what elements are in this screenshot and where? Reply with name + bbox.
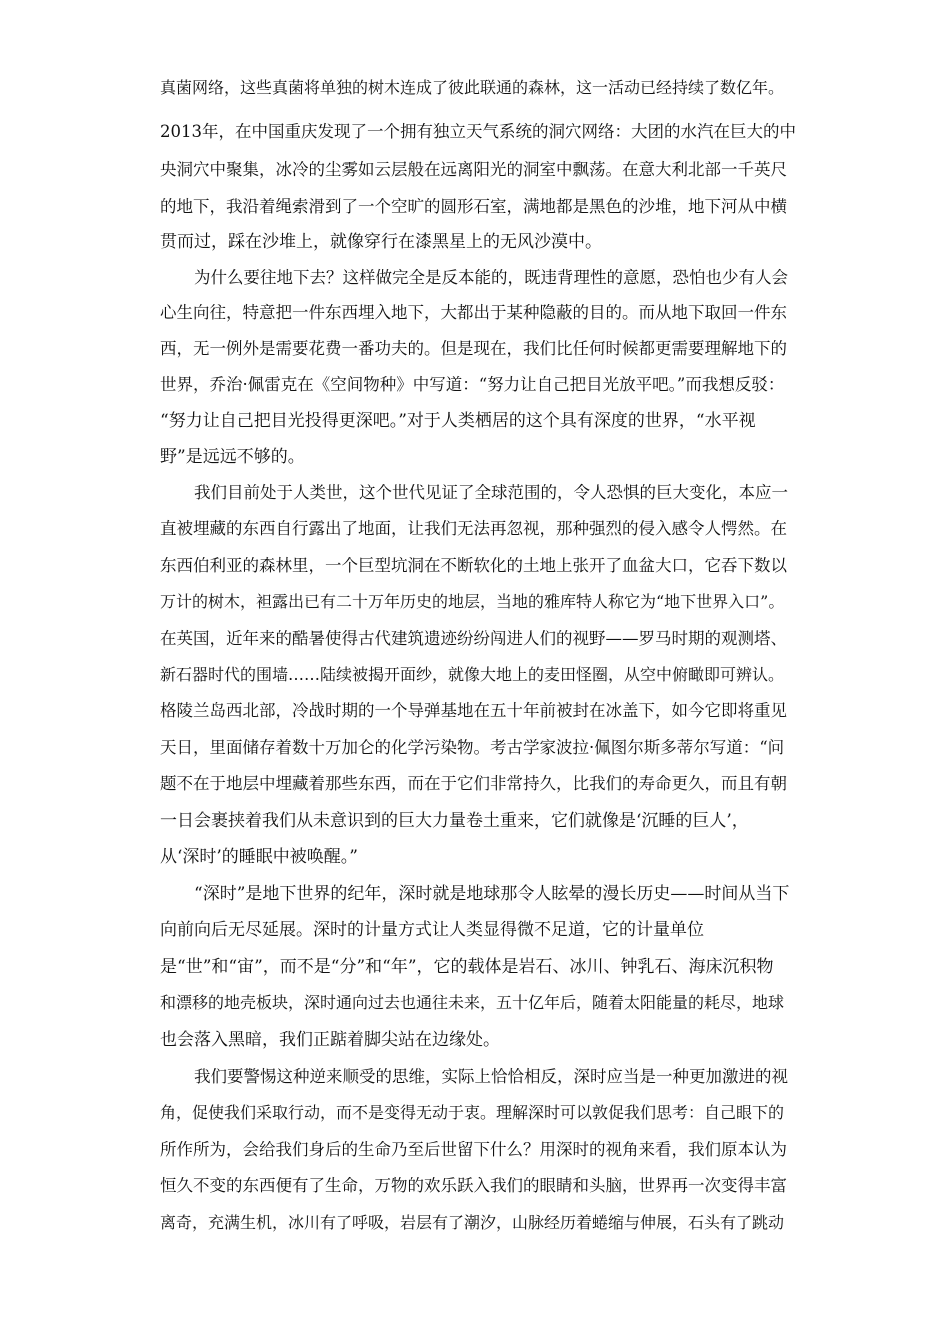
text-line: 真菌网络，这些真菌将单独的树木连成了彼此联通的森林，这一活动已经持续了数亿年。 bbox=[160, 78, 785, 97]
text-line: 所作所为，会给我们身后的生命乃至后世留下什么？用深时的视角来看，我们原本认为 bbox=[160, 1140, 787, 1159]
text-line: 贯而过，踩在沙堆上，就像穿行在漆黑星上的无风沙漠中。 bbox=[160, 232, 602, 252]
text-line: 从‘深时’的睡眠中被唤醒。” bbox=[160, 847, 358, 867]
text-line: 离奇，充满生机，冰川有了呼吸，岩层有了潮汐，山脉经历着蜷缩与伸展，石头有了跳动 bbox=[160, 1213, 785, 1232]
text-line: 是“世”和“宙”，而不是“分”和“年”，它的载体是岩石、冰川、钟乳石、海床沉积物 bbox=[160, 957, 774, 977]
text-line: 向前向后无尽延展。深时的计量方式让人类显得微不足道，它的计量单位 bbox=[160, 920, 704, 940]
text-line: 心生向往，特意把一件东西埋入地下，大都出于某种隐蔽的目的。而从地下取回一件东 bbox=[160, 303, 787, 322]
text-line: 东西伯利亚的森林里，一个巨型坑洞在不断软化的土地上张开了血盆大口，它吞下数以 bbox=[160, 556, 787, 575]
text-line: 的地下，我沿着绳索滑到了一个空旷的圆形石室，满地都是黑色的沙堆，地下河从中横 bbox=[160, 197, 787, 216]
text-line: 西，无一例外是需要花费一番功夫的。但是现在，我们比任何时候都更需要理解地下的 bbox=[160, 339, 787, 358]
paragraph-first-line: 我们目前处于人类世，这个世代见证了全球范围的，令人恐惧的巨大变化，本应一 bbox=[194, 483, 788, 502]
text-line: 角，促使我们采取行动，而不是变得无动于衷。理解深时可以敦促我们思考：自己眼下的 bbox=[160, 1103, 785, 1122]
text-line: 在英国，近年来的酷暑使得古代建筑遗迹纷纷闯进人们的视野——罗马时期的观测塔、 bbox=[160, 629, 787, 648]
text-line: 格陵兰岛西北部，冷战时期的一个导弹基地在五十年前被封在冰盖下，如今它即将重见 bbox=[160, 701, 787, 720]
text-line: 天日，里面储存着数十万加仑的化学污染物。考古学家波拉·佩图尔斯多蒂尔写道：“问 bbox=[160, 738, 785, 757]
text-line: 恒久不变的东西便有了生命，万物的欢乐跃入我们的眼睛和头脑，世界再一次变得丰富 bbox=[160, 1176, 787, 1195]
text-line: 题不在于地层中埋藏着那些东西，而在于它们非常持久，比我们的寿命更久，而且有朝 bbox=[160, 774, 787, 793]
text-line: 也会落入黑暗，我们正踮着脚尖站在边缘处。 bbox=[160, 1030, 500, 1050]
text-line: 央洞穴中聚集，冰冷的尘雾如云层般在远离阳光的洞室中飘荡。在意大利北部一千英尺 bbox=[160, 160, 787, 179]
text-line: 和漂移的地壳板块，深时通向过去也通往未来，五十亿年后，随着太阳能量的耗尽，地球 bbox=[160, 993, 785, 1012]
text-line: 野”是远远不够的。 bbox=[160, 447, 305, 467]
paragraph-first-line: 为什么要往地下去？这样做完全是反本能的，既违背理性的意愿，恐怕也少有人会 bbox=[194, 268, 788, 287]
paragraph-first-line: 我们要警惕这种逆来顺受的思维，实际上恰恰相反，深时应当是一种更加激进的视 bbox=[194, 1067, 788, 1086]
text-line: 2013年，在中国重庆发现了一个拥有独立天气系统的洞穴网络：大团的水汽在巨大的中 bbox=[160, 122, 796, 141]
text-line: 万计的树木，袒露出已有二十万年历史的地层，当地的雅库特人称它为“地下世界入口”。 bbox=[160, 592, 785, 611]
text-line: “努力让自己把目光投得更深吧。”对于人类栖居的这个具有深度的世界，“水平视 bbox=[160, 411, 756, 431]
text-line: 世界，乔治·佩雷克在《空间物种》中写道：“努力让自己把目光放平吧。”而我想反驳： bbox=[160, 375, 785, 394]
text-line: 一日会裹挟着我们从未意识到的巨大力量卷土重来，它们就像是‘沉睡的巨人’， bbox=[160, 811, 749, 831]
text-line: 新石器时代的围墙……陆续被揭开面纱，就像大地上的麦田怪圈，从空中俯瞰即可辨认。 bbox=[160, 665, 785, 684]
text-line: 直被埋藏的东西自行露出了地面，让我们无法再忽视，那种强烈的侵入感令人愕然。在 bbox=[160, 519, 787, 538]
paragraph-first-line: “深时”是地下世界的纪年，深时就是地球那令人眩晕的漫长历史——时间从当下 bbox=[194, 884, 790, 904]
